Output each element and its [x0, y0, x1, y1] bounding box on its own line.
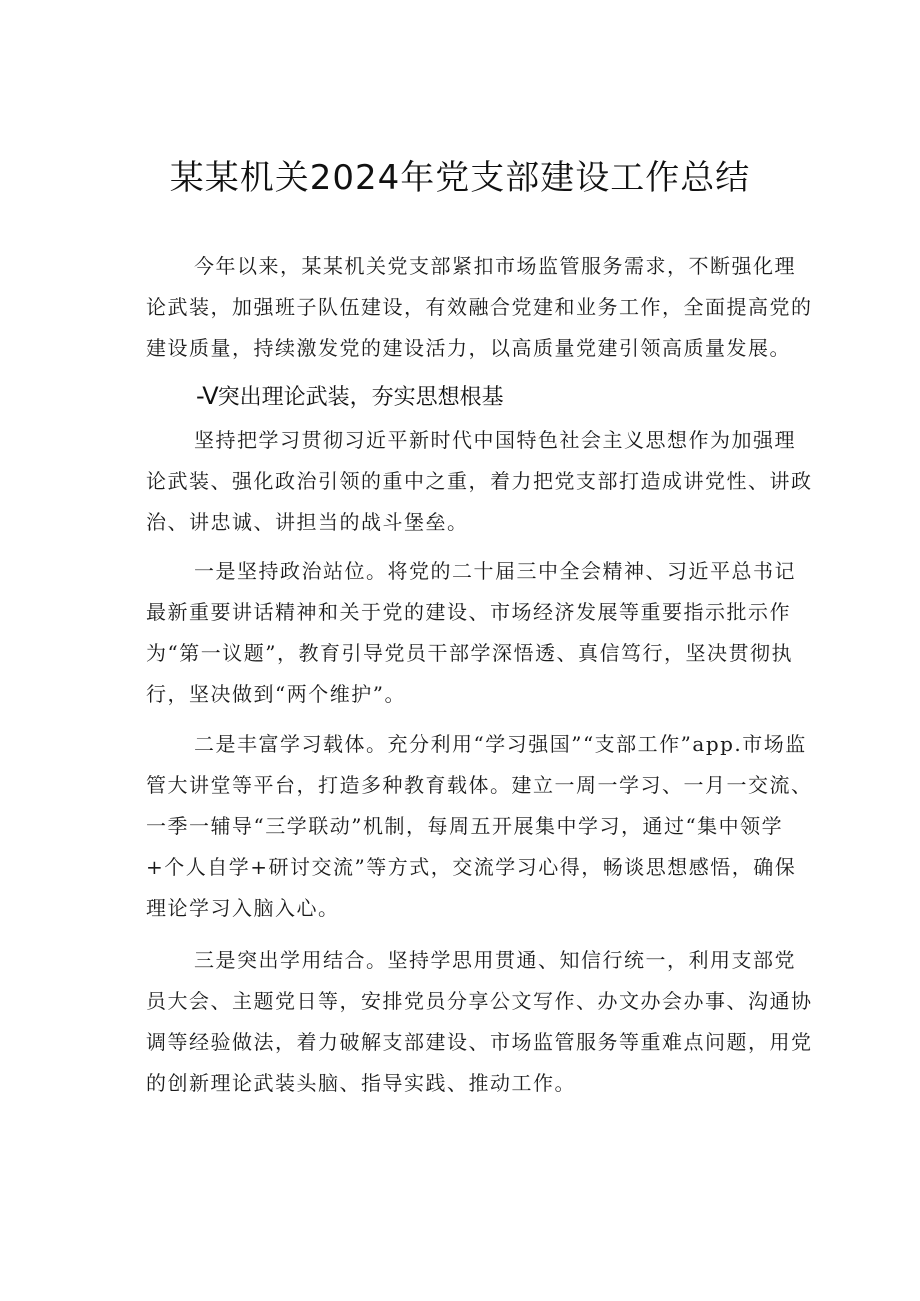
document-title: 某某机关2024年党支部建设工作总结 — [169, 158, 751, 198]
item-paragraph-1: 一是坚持政治站位。将党的二十届三中全会精神、习近平总书记最新重要讲话精神和关于党的建设、市场经济发展等重要指示批示作为“第一议题”，教育引导党员干部学深悟透、真信笃行，坚决贯彻执行，坚决做到“两个维护”。 — [146, 559, 796, 706]
item-paragraph-2: 二是丰富学习载体。充分利用“学习强国”“支部工作”app.市场监管大讲堂等平台，打造多种教育载体。建立一周一学习、一月一交流、一季一辅导“三学联动”机制，每周五开展集中学习，通过“集中领学+个人自学+研讨交流”等方式，交流学习心得，畅谈思想感悟，确保理论学习入脑入心。 — [146, 732, 813, 920]
section-marker: -V — [196, 382, 218, 410]
section-paragraph: 坚持把学习贯彻习近平新时代中国特色社会主义思想作为加强理论武装、强化政治引领的重中之重，着力把党支部打造成讲党性、讲政治、讲忠诚、讲担当的战斗堡垒。 — [146, 428, 813, 534]
section-heading-text: 突出理论武装，夯实思想根基 — [217, 385, 504, 410]
item-paragraph-3: 三是突出学用结合。坚持学思用贯通、知信行统一，利用支部党员大会、主题党日等，安排党员分享公文写作、办文办会办事、沟通协调等经验做法，着力破解支部建设、市场监管服务等重难点问题，用党的创新理论武装头脑、指导实践、推动工作。 — [146, 948, 813, 1095]
intro-paragraph: 今年以来，某某机关党支部紧扣市场监管服务需求，不断强化理论武装，加强班子队伍建设，有效融合党建和业务工作，全面提高党的建设质量，持续激发党的建设活力，以高质量党建引领高质量发展。 — [146, 254, 813, 360]
section-heading — [196, 378, 504, 416]
